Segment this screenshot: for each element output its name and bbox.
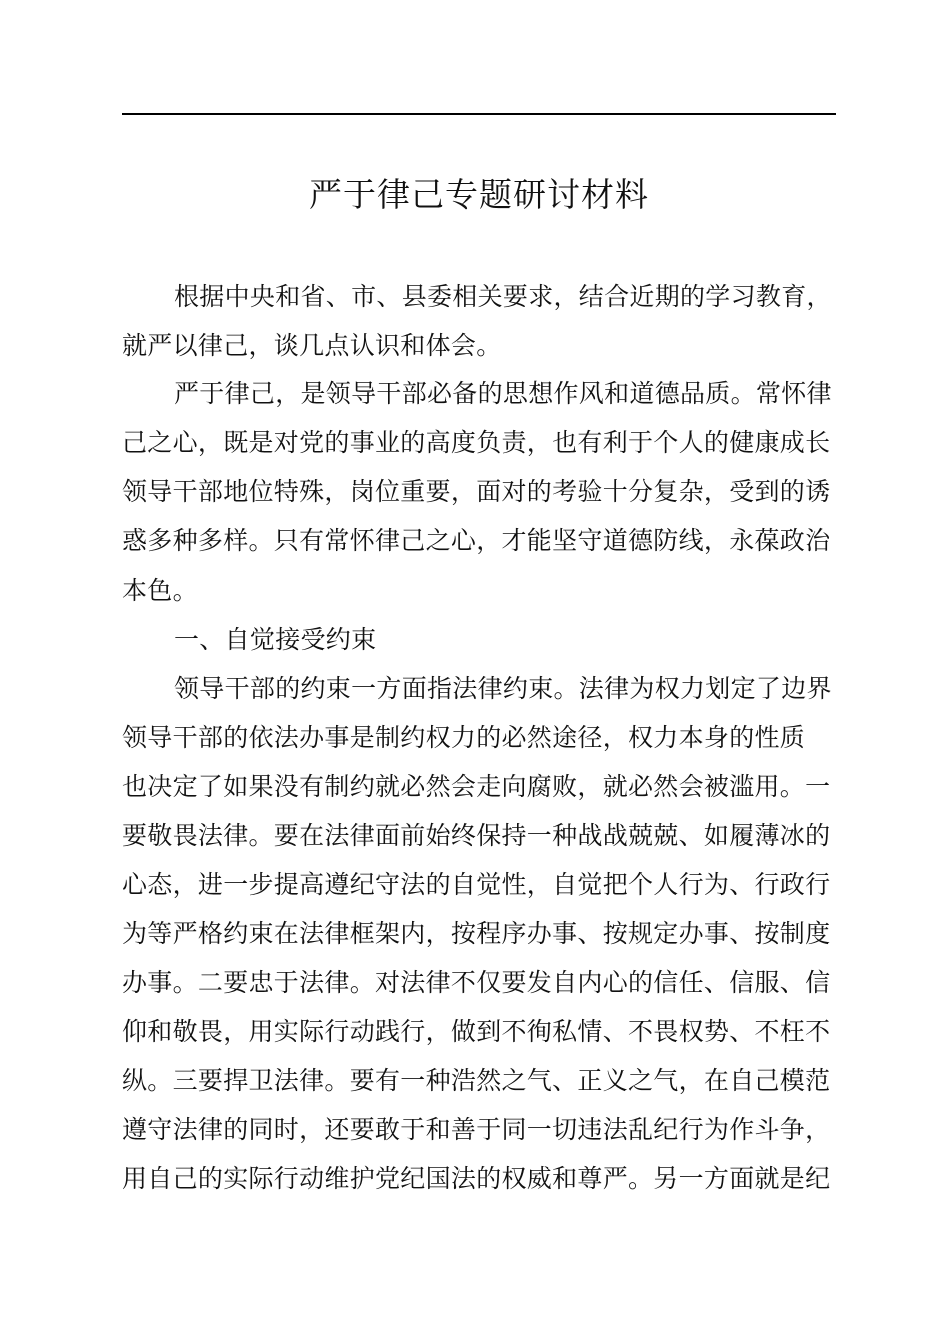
paragraph-line: 根据中央和省、市、县委相关要求，结合近期的学习教育， [174, 282, 832, 311]
paragraph-line: 办事。二要忠于法律。对法律不仅要发自内心的信任、信服、信 [122, 968, 831, 997]
paragraph-line: 本色。 [122, 576, 198, 605]
paragraph-line: 也决定了如果没有制约就必然会走向腐败，就必然会被滥用。一 [122, 772, 831, 801]
section-heading: 一、自觉接受约束 [174, 625, 377, 654]
paragraph-line: 纵。三要捍卫法律。要有一种浩然之气、正义之气，在自己模范 [122, 1066, 831, 1095]
paragraph-line: 严于律己，是领导干部必备的思想作风和道德品质。常怀律 [174, 379, 832, 408]
header-rule [122, 113, 836, 115]
paragraph-line: 领导干部的依法办事是制约权力的必然途径，权力本身的性质 [122, 723, 806, 752]
paragraph-line: 用自己的实际行动维护党纪国法的权威和尊严。另一方面就是纪 [122, 1164, 831, 1193]
paragraph-line: 心态，进一步提高遵纪守法的自觉性，自觉把个人行为、行政行 [122, 870, 831, 899]
paragraph-line: 领导干部地位特殊，岗位重要，面对的考验十分复杂，受到的诱 [122, 477, 831, 506]
paragraph-line: 遵守法律的同时，还要敢于和善于同一切违法乱纪行为作斗争， [122, 1115, 831, 1144]
paragraph-line: 为等严格约束在法律框架内，按程序办事、按规定办事、按制度 [122, 919, 831, 948]
paragraph-line: 仰和敬畏，用实际行动践行，做到不徇私情、不畏权势、不枉不 [122, 1017, 831, 1046]
paragraph-line: 己之心，既是对党的事业的高度负责，也有利于个人的健康成长 [122, 428, 831, 457]
document-title: 严于律己专题研讨材料 [309, 175, 649, 214]
paragraph-line: 就严以律己，谈几点认识和体会。 [122, 331, 502, 360]
paragraph-line: 要敬畏法律。要在法律面前始终保持一种战战兢兢、如履薄冰的 [122, 821, 831, 850]
paragraph-line: 领导干部的约束一方面指法律约束。法律为权力划定了边界 [174, 674, 832, 703]
paragraph-line: 惑多种多样。只有常怀律己之心，才能坚守道德防线，永葆政治 [122, 526, 831, 555]
